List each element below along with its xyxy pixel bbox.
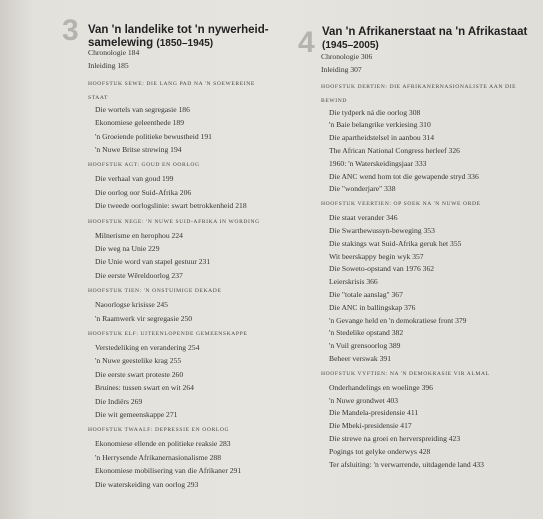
toc-entry: 'n Nuwe Britse strewing 194: [95, 145, 182, 154]
toc-entry: Die staat verander 346: [329, 213, 398, 223]
part-4-column: [292, 0, 543, 469]
chapter-heading: HOOFSTUK TWAALF: DEPRESSIE EN OORLOG: [88, 427, 230, 434]
toc-entry: Inleiding 307: [321, 64, 362, 74]
toc-entry: Die ANC wend hom tot die gewapende stryd 336: [329, 171, 479, 181]
toc-entry: Die weg na Unie 229: [95, 244, 160, 253]
toc-entry: Leierskrisis 366: [329, 277, 378, 287]
toc-entry: 'n Nuwe grondwet 403: [329, 395, 399, 405]
toc-entry: Die eerste Wêreldoorlog 237: [95, 270, 183, 280]
toc-entry: Naoorlogse krisisse 245: [95, 300, 168, 310]
toc-entry: Die tweede oorlogslinie: swart betrokkenheid 218: [95, 201, 247, 211]
toc-entry: 'n Baie belangrike verkiesing 310: [329, 120, 431, 130]
toc-entry: Chronologie 184: [88, 48, 140, 57]
toc-entry: Die wit gemeenskappe 271: [95, 410, 178, 419]
toc-entry: Die tydperk ná die oorlog 308: [329, 107, 421, 117]
toc-entry: The African National Congress herleef 326: [329, 146, 460, 155]
toc-entry: 'n Groeiende politieke bewustheid 191: [95, 131, 212, 141]
toc-entry: 1960: 'n Waterskeidingsjaar 333: [329, 158, 427, 168]
toc-entry: 'n Nuwe geestelike krag 255: [95, 356, 182, 366]
toc-entry: Die Mandela-presidensie 411: [329, 408, 419, 418]
chapter-heading: HOOFSTUK NEGE: 'N NUWE SUID-AFRIKA IN WORDING: [88, 218, 260, 225]
toc-entry: Die Soweto-opstand van 1976 362: [329, 264, 435, 274]
toc-entry: Die waterskeiding van oorlog 293: [95, 479, 199, 489]
toc-entry: 'n Raamwerk vir segregasie 250: [95, 313, 193, 323]
toc-entry: 'n Vuil grensoorlog 389: [329, 341, 401, 351]
toc-entry: Die Swartbewussyn-beweging 353: [329, 226, 435, 235]
toc-entry: Die ANC in ballingskap 376: [329, 302, 416, 312]
toc-entry: Die "wonderjare" 338: [329, 184, 396, 194]
part-title: [88, 24, 278, 50]
toc-entry: Die verhaal van goud 199: [95, 174, 174, 184]
toc-entry: Bruines: tussen swart en wit 264: [95, 383, 194, 393]
chapter-heading: HOOFSTUK VEERTIEN: OP SOEK NA 'N NUWE ORDE: [321, 201, 481, 208]
toc-entry: Milnerisme en herophou 224: [95, 230, 183, 240]
toc-entry: Die Mbeki-presidensie 417: [329, 421, 412, 431]
toc-entry: Wit beerskappy begin wyk 357: [329, 251, 424, 261]
toc-entry: Onderhandelings en woelinge 396: [329, 382, 433, 392]
toc-entry: Die Indiërs 269: [95, 396, 143, 406]
part-3-header: [0, 0, 280, 48]
part-title-text: Van 'n Afrikanerstaat na 'n Afrikastaat: [322, 26, 528, 38]
toc-entry: Die wortels van segregasie 186: [95, 104, 190, 114]
toc-entry: Die Unie word van stapel gestuur 231: [95, 257, 211, 267]
chapter-heading: HOOFSTUK TIEN: 'N ONSTUIMIGE DEKADE: [88, 288, 222, 295]
toc-entry: Die strewe na groei en herverspreiding 423: [329, 434, 461, 443]
part-title: [322, 26, 542, 52]
part-number: 4: [298, 26, 315, 59]
part-number: 3: [62, 14, 79, 47]
toc-entry: Ekonomiese mobilisering van die Afrikaner 291: [95, 466, 242, 476]
toc-entry: 'n Herrysende Afrikanernasionalisme 288: [95, 452, 221, 462]
toc-entry: Die eerste swart proteste 260: [95, 369, 184, 379]
toc-entry: Pogings tot gelyke onderwys 428: [329, 446, 431, 456]
chapter-heading: HOOFSTUK ELF: UITEENLOPENDE GEMEENSKAPPE: [88, 331, 248, 337]
toc-entry: Die "totale aanslag" 367: [329, 290, 403, 299]
chapter-heading: HOOFSTUK DERTIEN: DIE AFRIKANERNASIONALISTE AAN DIE BEWIND: [321, 83, 517, 104]
toc-entry: Die oorlog oor Suid-Afrika 206: [95, 187, 192, 197]
part-3-column: [0, 0, 280, 489]
part-title-text: Van 'n landelike tot 'n nywerheid-samelewing: [88, 24, 269, 49]
part-years: (1945–2005): [322, 40, 379, 51]
toc-entry: Verstedeliking en verandering 254: [95, 343, 200, 352]
toc-entry: Die apartheidstelsel in aanbou 314: [329, 133, 435, 143]
chapter-heading: HOOFSTUK SEWE: DIE LANG PAD NA 'N SOEWEREINE STAAT: [88, 80, 255, 101]
toc-entry: Inleiding 185: [88, 61, 129, 71]
toc-entry: Die stakings wat Suid-Afrika geruk het 355: [329, 238, 462, 248]
toc-entry: Ter afsluiting: 'n verwarrende, uitdagende land 433: [329, 459, 484, 469]
toc-entry: Ekonomiese geleenthede 189: [95, 118, 184, 128]
toc-entry: Ekonomiese ellende en politieke reaksie 283: [95, 439, 231, 449]
chapter-heading: HOOFSTUK AGT: GOUD EN OORLOG: [88, 162, 200, 169]
toc-entry: 'n Gevange held en 'n demokratiese front 379: [329, 315, 467, 325]
toc-entry: Beheer verswak 391: [329, 354, 391, 363]
chapter-heading: HOOFSTUK VYFTIEN: NA 'N DEMOKRASIE VIR ALMAL: [321, 370, 490, 377]
toc-entry: 'n Stedelike opstand 382: [329, 328, 404, 338]
part-years: (1850–1945): [156, 38, 214, 49]
toc-entry: Chronologie 306: [321, 52, 373, 61]
